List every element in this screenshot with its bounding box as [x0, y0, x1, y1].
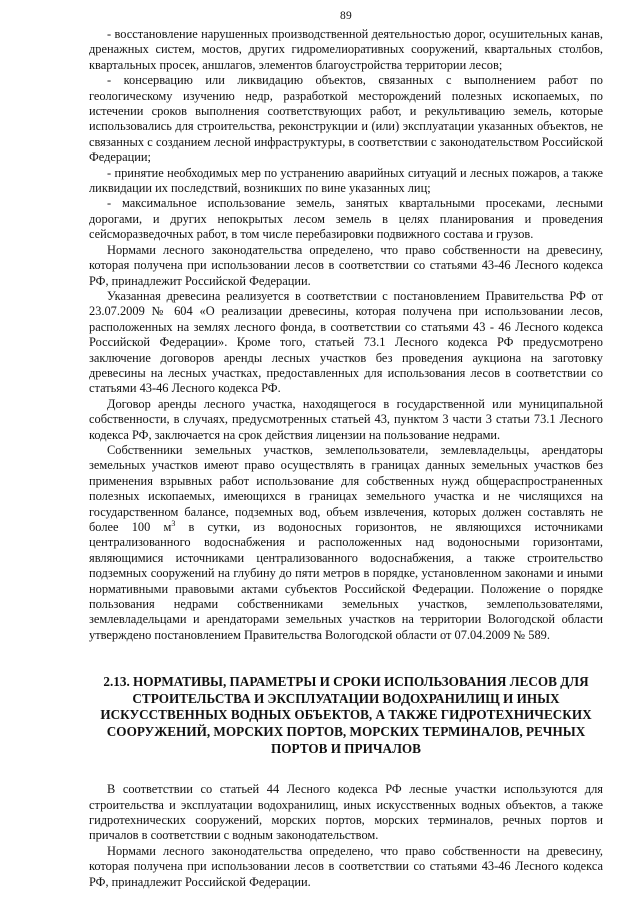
groundwater-text-start: Собственники земельных участков, землепользователи, землевладельцы, арендаторы земельных участков имеют право осуществлять в границах данных земельных участков без применения взрывных работ использование для собственных нужд общераспространенных полезных ископаемых, имеющихся в границах земельного участка и не числящихся на государственном балансе, подземных вод, объем извлечения, которых должен составлять не более 100 м	[89, 442, 603, 534]
paragraph-groundwater-use	[89, 443, 603, 643]
paragraph-reservoirs: В соответствии со статьей 44 Лесного кодекса РФ лесные участки используются для строительства и эксплуатации водохранилищ, иных искусственных водных объектов, а также гидротехнических сооружений, морских портов, морских терминалов, речных портов и причалов в соответствии с водным законодательством.	[89, 782, 603, 843]
section-heading: 2.13. НОРМАТИВЫ, ПАРАМЕТРЫ И СРОКИ ИСПОЛЬЗОВАНИЯ ЛЕСОВ ДЛЯ СТРОИТЕЛЬСТВА И ЭКСПЛУАТАЦИИ ВОДОХРАНИЛИЩ И ИНЫХ ИСКУССТВЕННЫХ ВОДНЫХ ОБЪЕКТОВ, А ТАКЖЕ ГИДРОТЕХНИЧЕСКИХ СООРУЖЕНИЙ, МОРСКИХ ПОРТОВ, МОРСКИХ ТЕРМИНАЛОВ, РЕЧНЫХ ПОРТОВ И ПРИЧАЛОВ	[100, 674, 592, 756]
paragraph-emergency-measures: - принятие необходимых мер по устранению аварийных ситуаций и лесных пожаров, а также ликвидации их последствий, возникших по вине указанных лиц;	[89, 165, 603, 196]
page-number: 89	[340, 10, 352, 22]
paragraph-timber-ownership: Нормами лесного законодательства определено, что право собственности на древесину, которая получена при использовании лесов в соответствии со статьями 43-46 Лесного кодекса РФ, принадлежит Российской Федерации.	[89, 242, 603, 288]
groundwater-text-end: в сутки, из водоносных горизонтов, не являющихся источниками централизованного водоснабжения и расположенных над водоносными горизонтами, являющимися источниками централизованного водоснабжения, а также строительство подземных сооружений на глубину до пяти метров в порядке, установленном законами и иными нормативными правовыми актами субъектов Российской Федерации. Положение о порядке пользования недрами собственниками земельных участков, землепользователями, землевладельцами и арендаторами земельных участков на территории Вологодской области утверждено постановлением Правительства Вологодской области от 07.04.2009 № 589.	[89, 520, 603, 642]
section-spacer	[89, 643, 603, 674]
paragraph-conservation: - консервацию или ликвидацию объектов, связанных с выполнением работ по геологическому изучению недр, разработкой месторождений полезных ископаемых, по истечении сроков выполнения соответствующих работ, и рекультивацию земель, которые использовались для строительства, реконструкции и (или) эксплуатации указанных объектов, не связанных с созданием лесной инфраструктуры, в соответствии с законодательством Российской Федерации;	[89, 73, 603, 165]
heading-spacer	[89, 757, 603, 782]
paragraph-timber-sale: Указанная древесина реализуется в соответствии с постановлением Правительства РФ от 23.07.2009 № 604 «О реализации древесины, которая получена при использовании лесов, расположенных на землях лесного фонда, в соответствии со статьями 43 - 46 Лесного кодекса Российской Федерации». Кроме того, статьей 73.1 Лесного кодекса РФ предусмотрено заключение договоров аренды лесных участков без проведения аукциона на заготовку древесины на лесных участках, предоставленных для использования лесов в соответствии со статьями 43-46 Лесного кодекса РФ.	[89, 288, 603, 396]
paragraph-timber-ownership-repeat: Нормами лесного законодательства определено, что право собственности на древесину, которая получена при использовании лесов в соответствии со статьями 43-46 Лесного кодекса РФ, принадлежит Российской Федерации.	[89, 843, 603, 889]
paragraph-land-usage: - максимальное использование земель, занятых квартальными просеками, лесными дорогами, и других непокрытых лесом земель в целях планирования и проведения сейсморазведочных работ, в том числе перебазировки подвижного состава и грузов.	[89, 196, 603, 242]
paragraph-road-restoration: - восстановление нарушенных производственной деятельностью дорог, осушительных канав, дренажных систем, мостов, других гидромелиоративных сооружений, квартальных столбов, квартальных просек, аншлагов, элементов благоустройства территории лесов;	[89, 27, 603, 72]
cubic-superscript: 3	[171, 518, 176, 528]
paragraph-lease-agreement: Договор аренды лесного участка, находящегося в государственной или муниципальной собственности, в случаях, предусмотренных статьей 43, пунктом 3 части 3 статьи 73.1 Лесного кодекса РФ, заключается на срок действия лицензии на пользование недрами.	[89, 396, 603, 442]
